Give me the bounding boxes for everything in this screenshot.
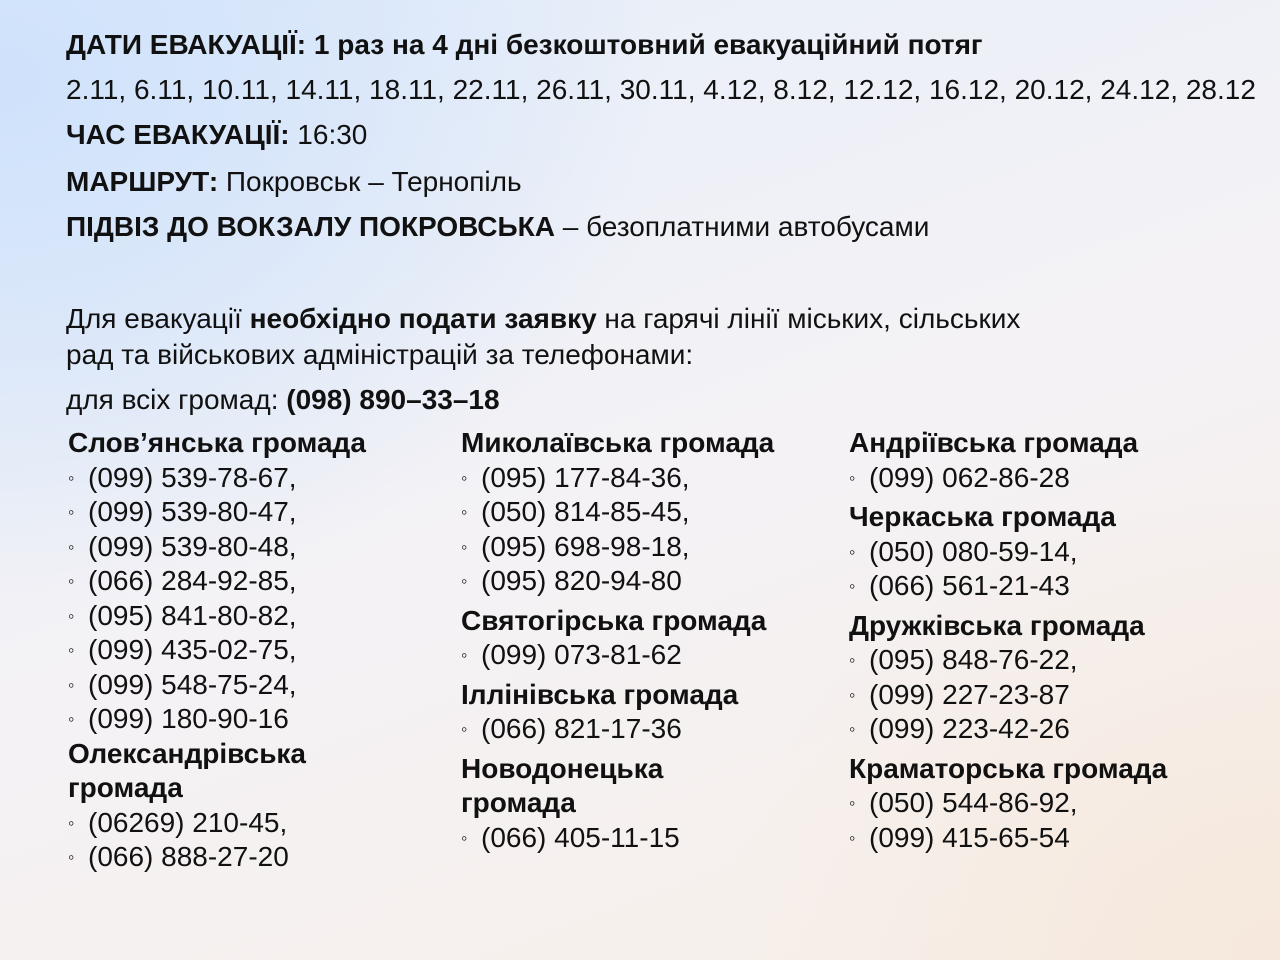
phone-number: (099) 539-80-47, <box>88 496 297 527</box>
phone-number: (099) 062-86-28 <box>869 461 1070 493</box>
community-name: Іллінівська громада <box>461 678 739 710</box>
phone-item <box>849 461 1259 496</box>
phone-number: (066) 888-27-20 <box>88 841 289 872</box>
phone-item <box>849 712 1259 747</box>
phone-item <box>68 599 438 634</box>
bullet-icon: ◦ <box>849 684 856 705</box>
phone-number: (099) 435-02-75, <box>88 634 297 665</box>
bullet-icon: ◦ <box>849 467 856 488</box>
phone-item <box>461 530 831 565</box>
bullet-icon: ◦ <box>849 650 856 670</box>
phone-item <box>68 495 438 530</box>
community-sloviansk <box>68 426 438 737</box>
bullet-icon: ◦ <box>461 827 468 848</box>
phone-number: (099) 548-75-24, <box>88 668 297 700</box>
phone-item <box>461 712 831 747</box>
phone-number: (095) 177-84-36, <box>481 461 690 493</box>
bullet-icon: ◦ <box>849 827 856 848</box>
transfer-line <box>66 210 929 244</box>
phone-item <box>849 569 1259 604</box>
community-name: Святогірська громада <box>461 604 767 636</box>
all-communities-phone: (098) 890–33–18 <box>286 384 500 415</box>
phone-number: (099) 223-42-26 <box>869 713 1070 744</box>
bullet-icon: ◦ <box>68 674 75 695</box>
bullet-icon: ◦ <box>68 502 75 522</box>
community-mykolaivka <box>461 426 831 599</box>
phone-number: (095) 698-98-18, <box>481 530 690 562</box>
community-kramatorsk <box>849 752 1259 856</box>
bullet-icon: ◦ <box>461 719 468 739</box>
phone-item <box>68 806 438 841</box>
phone-number: (095) 841-80-82, <box>88 599 297 631</box>
phone-item <box>461 638 831 673</box>
community-cherkaske <box>849 500 1259 604</box>
phone-number: (066) 561-21-43 <box>869 570 1070 601</box>
phone-number: (095) 848-76-22, <box>869 644 1078 675</box>
phone-item <box>849 821 1259 856</box>
phone-number: (095) 820-94-80 <box>481 565 682 596</box>
community-name-cont: громада <box>68 772 183 803</box>
bullet-icon: ◦ <box>849 793 856 813</box>
bullet-icon: ◦ <box>68 812 75 833</box>
request-bold: необхідно подати заявку <box>249 303 597 334</box>
community-name: Олександрівська <box>68 737 306 769</box>
bullet-icon: ◦ <box>68 536 75 557</box>
phone-item <box>68 702 438 737</box>
community-name-cont: громада <box>461 787 576 818</box>
dates-line <box>66 28 983 62</box>
phone-item <box>849 678 1259 713</box>
phone-item <box>68 840 438 875</box>
route-line <box>66 165 522 199</box>
phone-number: (06269) 210-45, <box>88 806 288 838</box>
bullet-icon: ◦ <box>68 467 75 488</box>
phone-number: (066) 405-11-15 <box>481 821 680 853</box>
phone-number: (099) 180-90-16 <box>88 703 289 734</box>
phone-item <box>461 821 831 856</box>
route-value: Покровськ – Тернопіль <box>218 166 522 197</box>
bullet-icon: ◦ <box>461 502 468 522</box>
bullet-icon: ◦ <box>68 571 75 591</box>
dates-description: 1 раз на 4 дні безкоштовний евакуаційний потяг <box>306 29 983 60</box>
community-name: Краматорська громада <box>849 752 1168 784</box>
bullet-icon: ◦ <box>68 640 75 660</box>
bullet-icon: ◦ <box>68 605 75 626</box>
phone-number: (050) 544-86-92, <box>869 787 1078 818</box>
phone-number: (099) 073-81-62 <box>481 639 682 670</box>
time-line <box>66 118 367 152</box>
transfer-label: ПІДВІЗ ДО ВОКЗАЛУ ПОКРОВСЬКА <box>66 211 555 242</box>
request-prefix: Для евакуації <box>66 303 250 334</box>
all-communities-label: для всіх громад: <box>66 384 287 415</box>
community-name: Новодонецька <box>461 752 664 784</box>
route-label: МАРШРУТ: <box>66 166 219 197</box>
phone-item <box>849 786 1259 821</box>
community-name: Черкаська громада <box>849 501 1116 532</box>
phone-item <box>68 461 438 496</box>
phone-number: (066) 284-92-85, <box>88 565 297 596</box>
phone-number: (050) 080-59-14, <box>869 535 1078 567</box>
bullet-icon: ◦ <box>849 719 856 739</box>
bullet-icon: ◦ <box>68 709 75 729</box>
community-name: Дружківська громада <box>849 609 1145 641</box>
community-illinivka <box>461 678 831 747</box>
bullet-icon: ◦ <box>849 576 856 596</box>
community-name: Миколаївська громада <box>461 427 775 458</box>
bullet-icon: ◦ <box>461 571 468 591</box>
community-oleksandrivka <box>68 737 438 875</box>
bullet-icon: ◦ <box>849 541 856 562</box>
phone-item <box>461 495 831 530</box>
communities-column-2 <box>461 426 831 855</box>
bullet-icon: ◦ <box>461 536 468 557</box>
community-sviatohirsk <box>461 604 831 673</box>
request-line-1 <box>66 302 1020 336</box>
communities-column-1 <box>68 426 438 875</box>
community-novodonetske <box>461 752 831 856</box>
phone-item <box>68 633 438 668</box>
phone-number: (099) 539-80-48, <box>88 530 297 562</box>
bullet-icon: ◦ <box>68 847 75 867</box>
transfer-value: – безоплатними автобусами <box>554 211 930 242</box>
community-name: Слов’янська громада <box>68 427 366 458</box>
community-name: Андріївська громада <box>849 427 1139 458</box>
phone-number: (099) 227-23-87 <box>869 678 1070 710</box>
phone-number: (050) 814-85-45, <box>481 496 690 527</box>
request-suffix: на гарячі лінії міських, сільських <box>596 303 1021 334</box>
phone-item <box>849 535 1259 570</box>
phone-number: (099) 539-78-67, <box>88 461 297 493</box>
bullet-icon: ◦ <box>461 645 468 665</box>
dates-label: ДАТИ ЕВАКУАЦІЇ: <box>66 29 307 60</box>
communities-column-3 <box>849 426 1259 855</box>
phone-item <box>68 530 438 565</box>
all-communities-line <box>66 383 500 417</box>
community-druzhkivka <box>849 609 1259 747</box>
dates-list: 2.11, 6.11, 10.11, 14.11, 18.11, 22.11, 26.11, 30.11, 4.12, 8.12, 12.12, 16.12, 20.12, 24.12, 28.12 <box>66 74 1256 105</box>
phone-item <box>461 564 831 599</box>
time-value: 16:30 <box>289 119 368 150</box>
phone-number: (099) 415-65-54 <box>869 821 1070 853</box>
phone-number: (066) 821-17-36 <box>481 713 682 744</box>
phone-item <box>849 643 1259 678</box>
community-andriivka <box>849 426 1259 495</box>
bullet-icon: ◦ <box>461 467 468 488</box>
phone-item <box>68 668 438 703</box>
request-line-2: рад та військових адміністрацій за телефонами: <box>66 339 694 370</box>
phone-item <box>68 564 438 599</box>
time-label: ЧАС ЕВАКУАЦІЇ: <box>66 119 290 150</box>
phone-item <box>461 461 831 496</box>
